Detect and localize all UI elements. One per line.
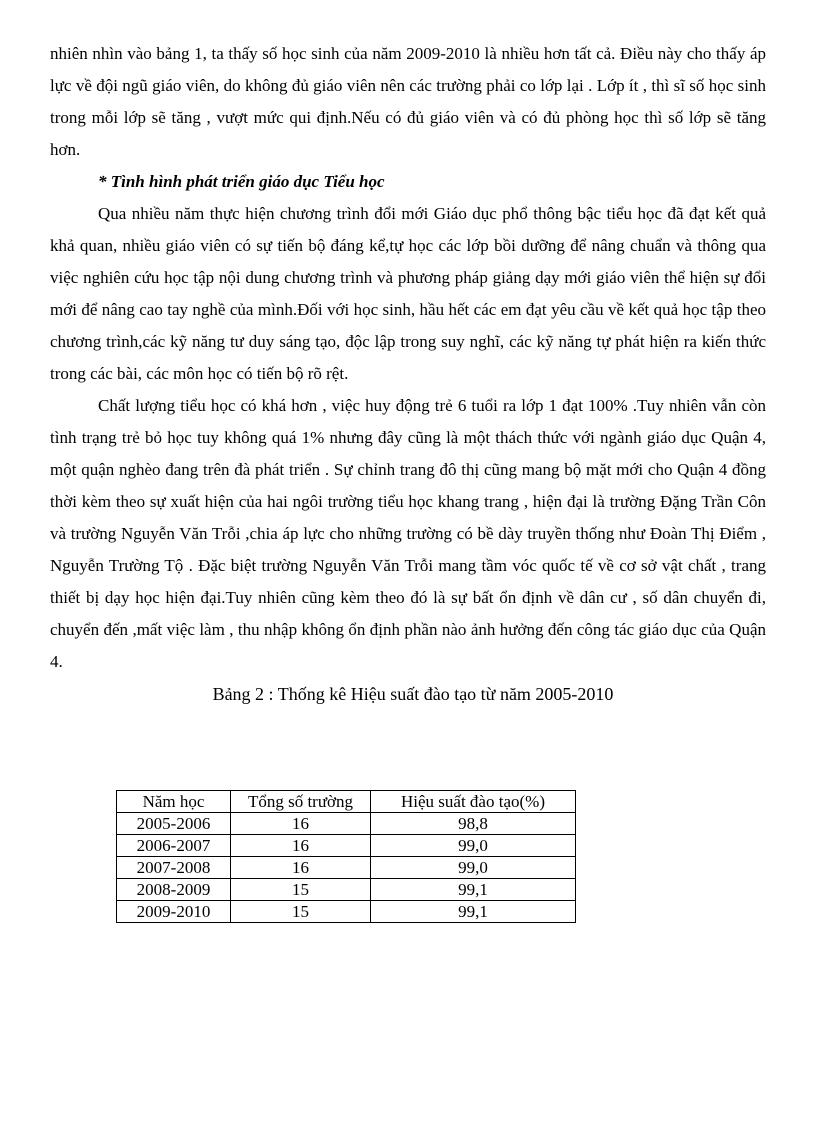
paragraph-primary-education: Qua nhiều năm thực hiện chương trình đổi mới Giáo dục phổ thông bậc tiểu học đã đạt kết quả khả quan, nhiều giáo viên có sự tiến bộ đáng kể,tự học các lớp bồi dưỡng để nâng chuẩn và thông qua việc nghiên cứu học tập nội dung chương trình và phương pháp giảng dạy mới giáo viên thể hiện sự đổi mới để nâng cao tay nghề của mình.Đối với học sinh, hầu hết các em đạt yêu cầu về kết quả học tập theo chương trình,các kỹ năng tư duy sáng tạo, độc lập trong suy nghĩ, các kỹ năng tự phát hiện ra kiến thức trong các bài, các môn học có tiến bộ rõ rệt. [50, 204, 766, 383]
training-efficiency-table [116, 790, 576, 923]
cell-efficiency: 99,0 [371, 857, 576, 879]
table-row [117, 835, 576, 857]
cell-school-year: 2006-2007 [117, 835, 231, 857]
cell-total-schools: 16 [231, 857, 371, 879]
cell-school-year: 2007-2008 [117, 857, 231, 879]
table-header-row [117, 791, 576, 813]
table-row [117, 813, 576, 835]
table-row [117, 857, 576, 879]
cell-total-schools: 16 [231, 813, 371, 835]
paragraph-intro: nhiên nhìn vào bảng 1, ta thấy số học sinh của năm 2009-2010 là nhiều hơn tất cả. Điều này cho thấy áp lực về đội ngũ giáo viên, do không đủ giáo viên nên các trường phải co lớp lại . Lớp ít , thì sĩ số học sinh trong mỗi lớp sẽ tăng , vượt mức qui định.Nếu có đủ giáo viên và có đủ phòng học thì số lớp sẽ tăng hơn. [50, 44, 766, 159]
cell-total-schools: 15 [231, 901, 371, 923]
cell-efficiency: 99,1 [371, 901, 576, 923]
cell-efficiency: 99,1 [371, 879, 576, 901]
table-row [117, 879, 576, 901]
table-row [117, 901, 576, 923]
cell-efficiency: 98,8 [371, 813, 576, 835]
cell-school-year: 2005-2006 [117, 813, 231, 835]
cell-school-year: 2008-2009 [117, 879, 231, 901]
cell-school-year: 2009-2010 [117, 901, 231, 923]
section-heading: * Tình hình phát triển giáo dục Tiểu học [98, 172, 385, 191]
document-page [50, 38, 766, 706]
cell-efficiency: 99,0 [371, 835, 576, 857]
column-header-total-schools: Tổng số trường [231, 791, 371, 813]
cell-total-schools: 15 [231, 879, 371, 901]
column-header-school-year: Năm học [117, 791, 231, 813]
paragraph-quality: Chất lượng tiểu học có khá hơn , việc huy động trẻ 6 tuổi ra lớp 1 đạt 100% .Tuy nhiên vẫn còn tình trạng trẻ bỏ học tuy không quá 1% nhưng đây cũng là một thách thức với ngành giáo dục Quận 4, một quận nghèo đang trên đà phát triển . Sự chỉnh trang đô thị cũng mang bộ mặt mới cho Quận 4 đồng thời kèm theo sự xuất hiện của hai ngôi trường tiểu học khang trang , hiện đại là trường Đặng Trần Côn và trường Nguyễn Văn Trỗi ,chia áp lực cho những trường có bề dày truyền thống như Đoàn Thị Điểm , Nguyễn Trường Tộ . Đặc biệt trường Nguyễn Văn Trỗi mang tầm vóc quốc tế về cơ sở vật chất , trang thiết bị dạy học hiện đại.Tuy nhiên cũng kèm theo đó là sự bất ổn định về dân cư , số dân chuyển đi, chuyển đến ,mất việc làm , thu nhập không ổn định phần nào ảnh hưởng đến công tác giáo dục của Quận 4. [50, 396, 766, 671]
column-header-efficiency: Hiệu suất đào tạo(%) [371, 791, 576, 813]
table-caption: Bảng 2 : Thống kê Hiệu suất đào tạo từ năm 2005-2010 [212, 684, 614, 704]
cell-total-schools: 16 [231, 835, 371, 857]
